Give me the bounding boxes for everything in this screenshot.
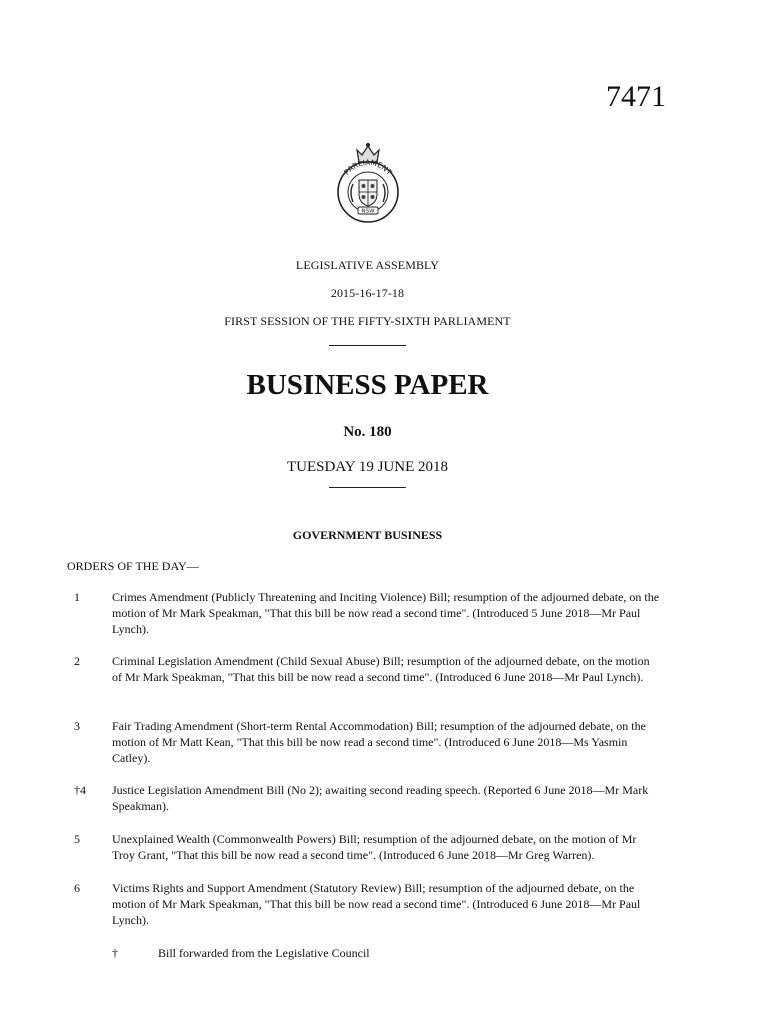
order-item-text: Unexplained Wealth (Commonwealth Powers) Bill; resumption of the adjourned debate, on the motion of Mr Troy Grant, "That this bill be now read a second time". (Introduced 6 June 2018—Mr Greg Warren).: [112, 832, 637, 862]
divider-rule: [329, 345, 406, 346]
paper-date: TUESDAY 19 JUNE 2018: [287, 459, 448, 475]
page-number: 7471: [606, 80, 666, 113]
order-item-number: 2: [74, 654, 80, 668]
order-item-text: Justice Legislation Amendment Bill (No 2); awaiting second reading speech. (Reported 6 June 2018—Mr Mark Speakman).: [112, 783, 649, 813]
svg-text:NSW: NSW: [361, 208, 375, 215]
session-title: FIRST SESSION OF THE FIFTY-SIXTH PARLIAMENT: [224, 314, 511, 328]
divider-rule: [329, 487, 406, 488]
house-name: LEGISLATIVE ASSEMBLY: [295, 258, 440, 272]
order-item-number: 5: [74, 832, 80, 846]
paper-number: No. 180: [343, 424, 392, 440]
svg-text:PARLIAMENT: PARLIAMENT: [342, 157, 394, 177]
order-item-text: Criminal Legislation Amendment (Child Sexual Abuse) Bill; resumption of the adjourned debate, on the motion of Mr Mark Speakman, "That this bill be now read a second time". (Introduced 6 June 2018—Mr Paul Lynch).: [112, 654, 650, 684]
parliament-nsw-crest-icon: [331, 140, 405, 226]
footnote-text: Bill forwarded from the Legislative Council: [158, 946, 370, 960]
order-item-number: †4: [74, 783, 86, 797]
order-item-number: 6: [74, 881, 80, 895]
document-title: BUSINESS PAPER: [246, 369, 489, 401]
orders-heading: ORDERS OF THE DAY—: [67, 559, 199, 573]
order-item-text: Victims Rights and Support Amendment (Statutory Review) Bill; resumption of the adjourned debate, on the motion of Mr Mark Speakman, "That this bill be now read a second time". (Introduced 6 June 2018—Mr Paul Lynch).: [112, 881, 641, 927]
order-item-number: 1: [74, 590, 80, 604]
order-item-text: Fair Trading Amendment (Short-term Rental Accommodation) Bill; resumption of the adjourned debate, on the motion of Mr Matt Kean, "That this bill be now read a second time". (Introduced 6 June 2018—Ms Yasmin Catley).: [112, 719, 646, 765]
order-item-text: Crimes Amendment (Publicly Threatening and Inciting Violence) Bill; resumption of the adjourned debate, on the motion of Mr Mark Speakman, "That this bill be now read a second time". (Introduced 5 June 2018—Mr Paul Lynch).: [112, 590, 660, 636]
section-heading: GOVERNMENT BUSINESS: [292, 528, 443, 542]
footnote-symbol: †: [112, 946, 118, 960]
session-years: 2015-16-17-18: [330, 286, 405, 300]
order-item-number: 3: [74, 719, 80, 733]
